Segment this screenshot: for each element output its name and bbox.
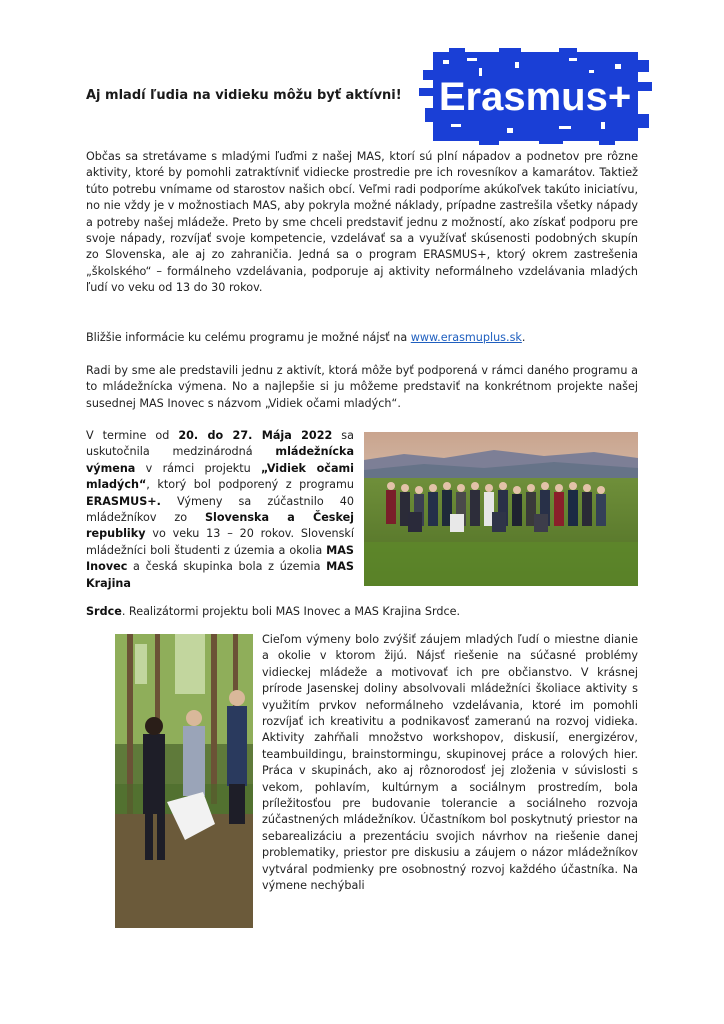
event-project-name: „Vidiek očami mladých“ (86, 461, 354, 492)
event-mas-inovec: MAS Inovec (86, 543, 354, 574)
info-end: . (521, 331, 526, 344)
event-mas-krajina-end: Srdce (86, 605, 122, 618)
event-text: a česká skupinka bola z územia (127, 560, 327, 574)
event-mas-krajina: MAS Krajina (86, 560, 354, 590)
event-text: Výmeny sa zúčastnilo 40 mládežníkov zo (86, 494, 354, 525)
event-program: ERASMUS+. (86, 494, 161, 508)
erasmus-website-link[interactable]: www.erasmuplus.sk (410, 331, 522, 344)
logo-wordmark: Erasmus+ (438, 75, 632, 119)
event-text: , ktorý bol podporený z programu (146, 478, 354, 492)
event-date: 20. do 27. Mája 2022 (178, 429, 333, 442)
article-title: Aj mladí ľudia na vidieku môžu byť aktívni! (86, 88, 402, 103)
erasmus-plus-logo (419, 48, 652, 145)
intro-paragraph: Občas sa stretávame s mladými ľuďmi z našej MAS, ktorí sú plní nápadov a podnetov pre rôzne aktivity, ktoré by pomohli zatraktívniť vidiecke prostredie pre ich rovesníkov a kamarátov. Taktiež túto potrebu vnímame od starostov našich obcí. Veľmi radi podporíme akúkoľvek takúto iniciatívu, no nie vždy je v možnostiach MAS, aby pokryla možné náklady, prípadne zastrešila všetky nápady a potreby našej mládeže. Preto by sme chceli predstaviť jednu z možností, ako získať podporu pre svoje nápady, rozvíjať svoje kompetencie, vzdelávať sa a využívať skúsenosti podobných skupín zo Slovenska, ale aj zo zahraničia. Jedná sa o program ERASMUS+, ktorý okrem zastrešenia „školského“ – formálneho vzdelávania, podporuje aj aktivity neformálneho vzdelávania mladých ľudí vo veku od 13 do 30 rokov. (86, 150, 638, 295)
info-text: Bližšie informácie ku celému programu je možné nájsť na (86, 331, 411, 344)
event-text: v rámci projektu (135, 461, 262, 475)
forest-activity-photo (115, 634, 253, 928)
exchange-intro-paragraph: Radi by sme ale predstavili jednu z aktivít, ktorá môže byť podporená v rámci daného programu a to mládežnícka výmena. No a najlepšie si ju môžeme predstaviť na konkrétnom projekte našej susednej MAS Inovec s názvom „Vidiek očami mladých“. (86, 364, 638, 410)
event-text: . Realizátormi projektu boli MAS Inovec a MAS Krajina Srdce. (121, 605, 461, 618)
event-text: vo veku 13 – 20 rokov. Slovenskí mládežníci boli študenti z územia a okolia (86, 527, 354, 557)
event-paragraph (86, 428, 354, 592)
event-exchange-label: mládežnícka výmena (86, 445, 354, 475)
event-countries: Slovenska a Českej republiky (86, 511, 354, 541)
info-paragraph (86, 330, 638, 346)
group-photo (364, 432, 638, 586)
goal-paragraph: Cieľom výmeny bolo zvýšiť záujem mladých ľudí o miestne dianie a okolie v ktorom žijú. Nájsť riešenie na súčasné problémy vidieckej mládeže a motivovať ich pre občianstvo. V krásnej prírode Jasenskej doliny absolvovali mládežníci školiace aktivity s využitím prvkov neformálneho vzdelávania, ktoré im pomohli rozvíjať ich kreativitu a podnikavosť zameranú na rozvoj vidieka. Aktivity zahŕňali množstvo workshopov, diskusií, energizérov, teambuildingu, brainstormingu, skupinovej práce a rolových hier. Práca v skupinách, ako aj rôznorodosť jej zloženia v súvislosti s vekom, pohlavím, kultúrnym a sociálnym prostredím, bola príležitosťou pre budovanie tolerancie a sociálneho rozvoja zúčastnených mládežníkov. Účastníkom bol poskytnutý priestor na sebarealizáciu a prezentáciu svojich návrhov na riešenie danej problematiky, priestor pre diskusiu a záujem o názor mládežníkov vytváral podmienky pre osobnostný rozvoj každého účastníka. Na výmene nechýbali (262, 633, 638, 893)
event-text: V termine od (86, 429, 179, 442)
event-paragraph-end (86, 604, 638, 620)
event-text: sa uskutočnila medzinárodná (86, 429, 354, 459)
